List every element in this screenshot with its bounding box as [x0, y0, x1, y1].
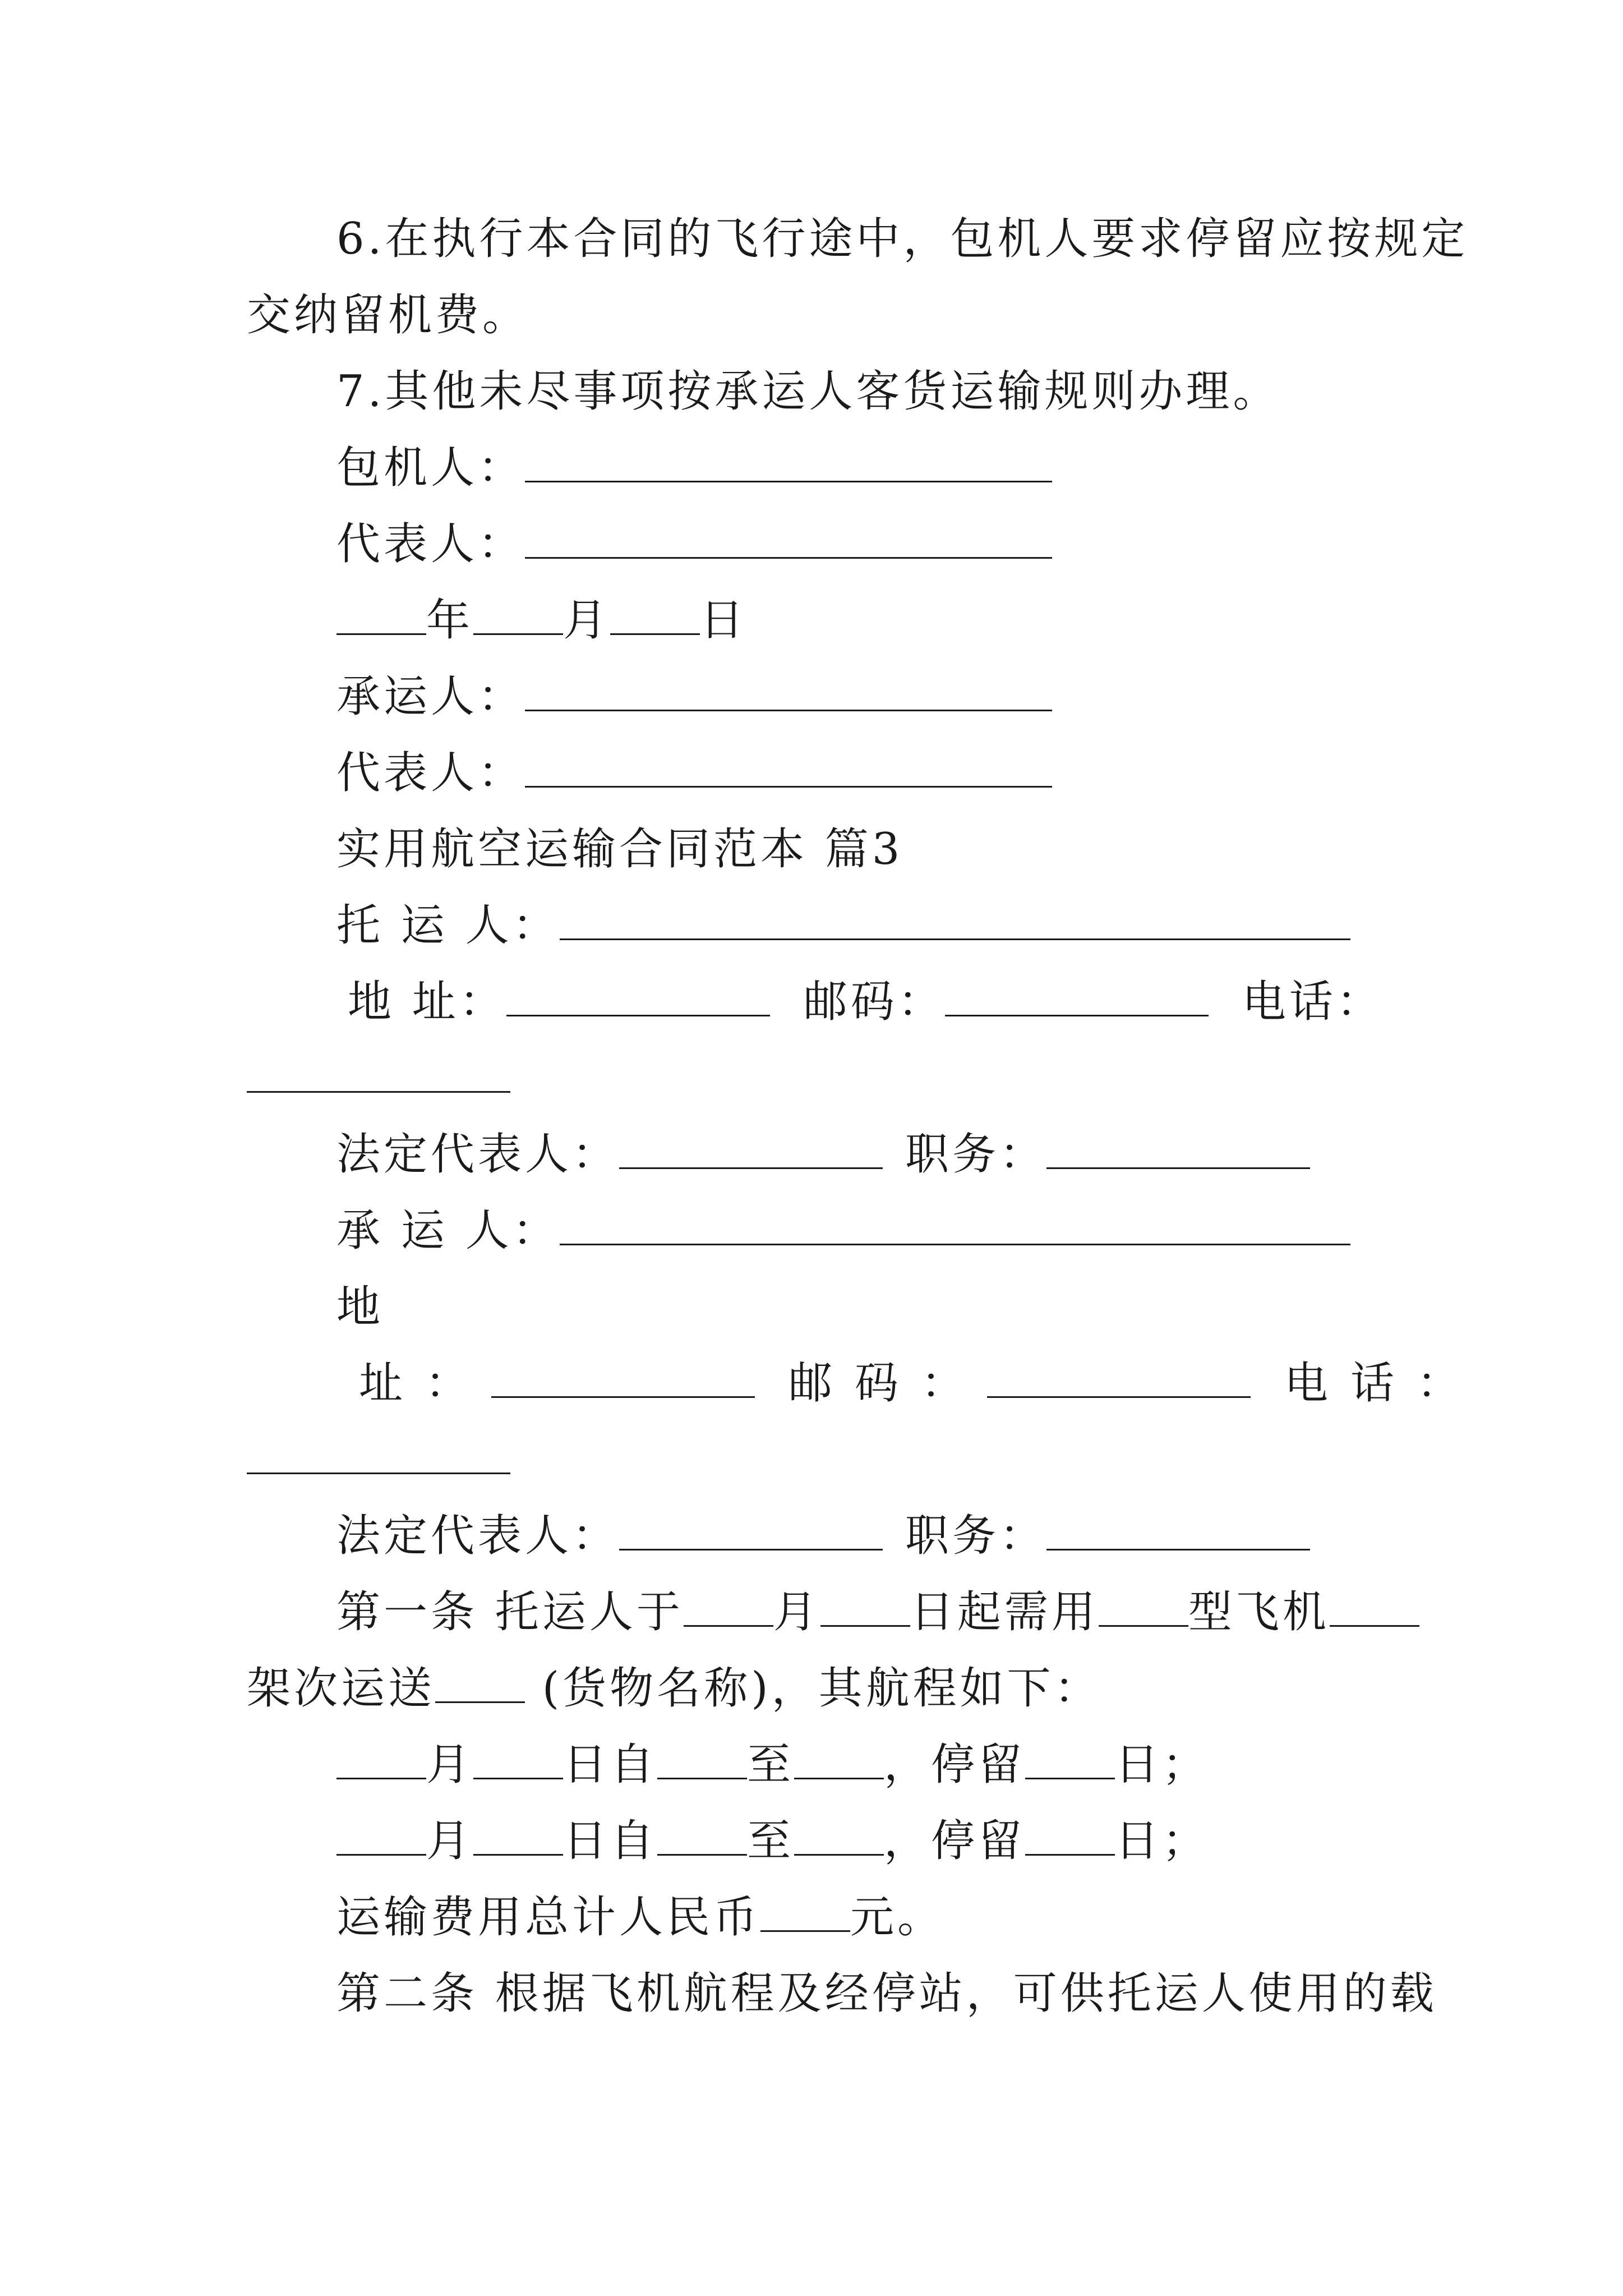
carrier-label: 承 运 人： — [336, 1205, 560, 1256]
stay-days-field[interactable] — [1025, 1743, 1115, 1779]
representative-label: 代表人： — [336, 748, 525, 798]
article1-line — [336, 1585, 1419, 1639]
section-heading — [336, 822, 903, 876]
charterer-label: 包机人： — [336, 443, 525, 493]
phone-field[interactable] — [247, 1438, 510, 1474]
shipper-label: 托 运 人： — [336, 900, 560, 951]
phone-field[interactable] — [247, 1056, 510, 1093]
fee-text: 元。 — [850, 1892, 945, 1943]
paragraph-line — [247, 288, 529, 342]
zip-field[interactable] — [987, 1361, 1251, 1398]
address1-line — [348, 975, 1384, 1029]
phone1-blank-line — [247, 1051, 510, 1105]
fee-amount-field[interactable] — [760, 1895, 850, 1932]
clause-7-text: 7.其他未尽事项按承运人客货运输规则办理。 — [336, 366, 1280, 417]
article1-text: 型飞机 — [1188, 1587, 1330, 1637]
address-label: 地 — [336, 1282, 384, 1332]
clause-6-text-cont: 交纳留机费。 — [247, 290, 530, 341]
clause-6-text: 6.在执行本合同的飞行途中，包机人要求停留应按规定 — [336, 214, 1469, 264]
carrier2-line — [336, 1204, 1350, 1258]
zip-field[interactable] — [945, 980, 1209, 1016]
fee-line — [336, 1890, 944, 1944]
post-field[interactable] — [1046, 1133, 1310, 1169]
address-field[interactable] — [491, 1361, 755, 1398]
year-label: 年 — [426, 595, 474, 646]
carrier-line — [336, 670, 1052, 724]
article1-text: 架次运送 — [247, 1663, 436, 1714]
destination-field[interactable] — [794, 1743, 884, 1779]
carrier-field[interactable] — [525, 675, 1052, 711]
address-label: 地 址： — [348, 977, 506, 1027]
post-label: 职务： — [905, 1129, 1047, 1180]
route-text: 日； — [1115, 1816, 1210, 1866]
route-text: ，停留 — [884, 1740, 1026, 1790]
paragraph-line — [336, 365, 1280, 418]
year-field[interactable] — [336, 599, 426, 635]
month-field[interactable] — [336, 1743, 426, 1779]
day-field[interactable] — [473, 1819, 563, 1856]
month-label: 月 — [426, 1740, 474, 1790]
legal-rep-label: 法定代表人： — [336, 1511, 620, 1561]
route-text: 至 — [747, 1740, 795, 1790]
article1-text: 第一条 托运人于 — [336, 1587, 684, 1637]
legal1-line — [336, 1128, 1310, 1181]
article1-text: (货物名称)，其航程如下： — [525, 1663, 1101, 1714]
route-line — [336, 1814, 1209, 1868]
rep2-line — [336, 746, 1052, 800]
rep1-line — [336, 517, 1052, 571]
date-line — [336, 593, 747, 647]
post-label: 职务： — [905, 1511, 1047, 1561]
address-field[interactable] — [506, 980, 770, 1016]
day-field[interactable] — [473, 1743, 563, 1779]
representative-label: 代表人： — [336, 519, 525, 569]
carrier-field[interactable] — [560, 1209, 1350, 1245]
fee-text: 运输费用总计人民币 — [336, 1892, 761, 1943]
route-line — [336, 1738, 1209, 1792]
month-field[interactable] — [473, 599, 563, 635]
route-text: 日； — [1115, 1740, 1210, 1790]
day-field[interactable] — [610, 599, 700, 635]
charterer-line — [336, 441, 1052, 495]
carrier-label: 承运人： — [336, 671, 525, 722]
origin-field[interactable] — [657, 1819, 747, 1856]
route-text: 至 — [747, 1816, 795, 1866]
paragraph-line — [336, 212, 1468, 266]
route-text: 日自 — [563, 1816, 658, 1866]
day-field[interactable] — [820, 1590, 910, 1627]
month-label: 月 — [426, 1816, 474, 1866]
legal2-line — [336, 1509, 1310, 1563]
article2-line — [336, 1967, 1437, 2021]
representative-field[interactable] — [525, 522, 1052, 559]
phone-label: 电话： — [1284, 1358, 1483, 1409]
shipper-line — [336, 899, 1350, 953]
aircraft-type-field[interactable] — [1099, 1590, 1188, 1627]
day-label: 日 — [700, 595, 748, 646]
zip-label: 邮码： — [803, 977, 945, 1027]
month-label: 月 — [773, 1587, 820, 1637]
origin-field[interactable] — [657, 1743, 747, 1779]
charterer-field[interactable] — [525, 446, 1052, 482]
section-title: 实用航空运输合同范本 篇3 — [336, 824, 903, 875]
month-field[interactable] — [684, 1590, 773, 1627]
article2-text: 第二条 根据飞机航程及经停站，可供托运人使用的载 — [336, 1968, 1437, 2019]
legal-rep-field[interactable] — [619, 1133, 883, 1169]
route-text: ，停留 — [884, 1816, 1026, 1866]
address-label-cont: 址： — [359, 1358, 492, 1409]
flights-field[interactable] — [1330, 1590, 1419, 1627]
address2-label-line — [336, 1280, 384, 1334]
phone2-blank-line — [247, 1433, 510, 1487]
address2-line — [359, 1356, 1483, 1410]
article1-line-cont — [247, 1662, 1101, 1715]
post-field[interactable] — [1046, 1514, 1310, 1550]
representative-field[interactable] — [525, 751, 1052, 788]
month-label: 月 — [563, 595, 611, 646]
legal-rep-field[interactable] — [619, 1514, 883, 1550]
shipper-field[interactable] — [560, 904, 1350, 940]
month-field[interactable] — [336, 1819, 426, 1856]
stay-days-field[interactable] — [1025, 1819, 1115, 1856]
destination-field[interactable] — [794, 1819, 884, 1856]
route-text: 日自 — [563, 1740, 658, 1790]
cargo-name-field[interactable] — [435, 1667, 525, 1703]
legal-rep-label: 法定代表人： — [336, 1129, 620, 1180]
article1-text: 日起需用 — [910, 1587, 1099, 1637]
phone-label: 电话： — [1242, 977, 1384, 1027]
zip-label: 邮码： — [789, 1358, 988, 1409]
